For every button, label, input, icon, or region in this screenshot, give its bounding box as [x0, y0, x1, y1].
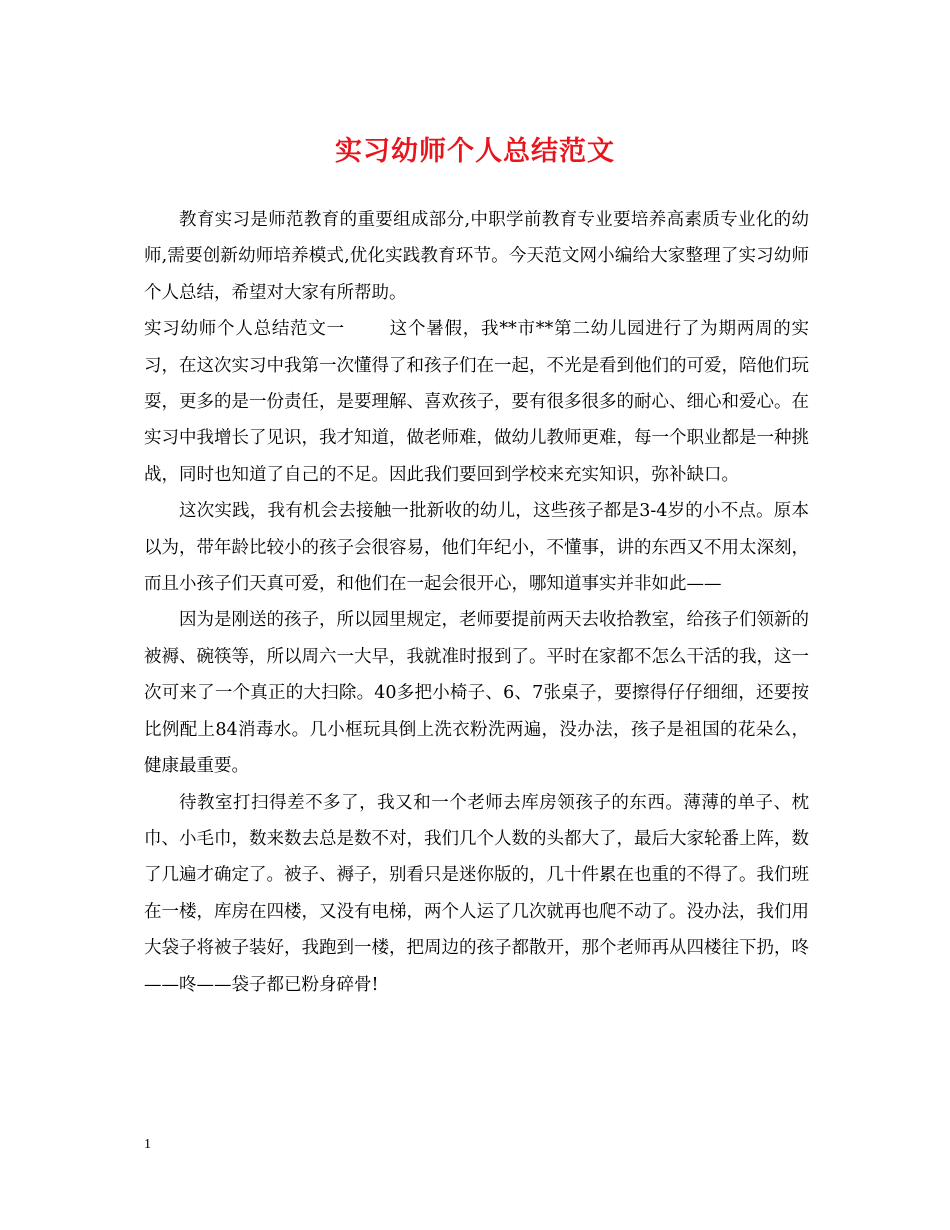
body-paragraph-3: 待教室打扫得差不多了，我又和一个老师去库房领孩子的东西。薄薄的单子、枕巾、小毛巾，数来数去总是数不对，我们几个人数的头都大了，最后大家轮番上阵，数了几遍才确定了。被子、褥子，别看只是迷你版的，几十件累在也重的不得了。我们班在一楼，库房在四楼，又没有电梯，两个人运了几次就再也爬不动了。没办法，我们用大袋子将被子装好，我跑到一楼，把周边的孩子都散开，那个老师再从四楼往下扔，咚——咚——袋子都已粉身碎骨!: [144, 792, 809, 995]
page-number: 1: [144, 1137, 151, 1152]
body-paragraph-1: 这次实践，我有机会去接触一批新收的幼儿，这些孩子都是3-4岁的小不点。原本以为，带年龄比较小的孩子会很容易，他们年纪小，不懂事，讲的东西又不用太深刻，而且小孩子们天真可爱，和他们在一起会很开心，哪知道事实并非如此——: [144, 501, 809, 595]
section-heading: 实习幼师个人总结范文一: [144, 319, 345, 340]
intro-paragraph: 教育实习是师范教育的重要组成部分,中职学前教育专业要培养高素质专业化的幼师,需要创新幼师培养模式,优化实践教育环节。今天范文网小编给大家整理了实习幼师个人总结，希望对大家有所帮助。: [144, 210, 809, 303]
body-paragraph-2: 因为是刚送的孩子，所以园里规定，老师要提前两天去收拾教室，给孩子们领新的被褥、碗筷等，所以周六一大早，我就准时报到了。平时在家都不怎么干活的我，这一次可来了一个真正的大扫除。40多把小椅子、6、7张桌子，要擦得仔仔细细，还要按比例配上84消毒水。几小框玩具倒上洗衣粉洗两遍，没办法，孩子是祖国的花朵么，健康最重要。: [144, 610, 809, 777]
document-body: [144, 202, 809, 1003]
section-first-paragraph: 这个暑假，我**市**第二幼儿园进行了为期两周的实习，在这次实习中我第一次懂得了和孩子们在一起，不光是看到他们的可爱，陪他们玩耍，更多的是一份责任，是要理解、喜欢孩子，要有很多很多的耐心、细心和爱心。在实习中我增长了见识，我才知道，做老师难，做幼儿教师更难，每一个职业都是一种挑战，同时也知道了自己的不足。因此我们要回到学校来充实知识，弥补缺口。: [144, 319, 810, 485]
section-paragraph: [144, 311, 809, 493]
document-title: 实习幼师个人总结范文: [335, 136, 615, 167]
